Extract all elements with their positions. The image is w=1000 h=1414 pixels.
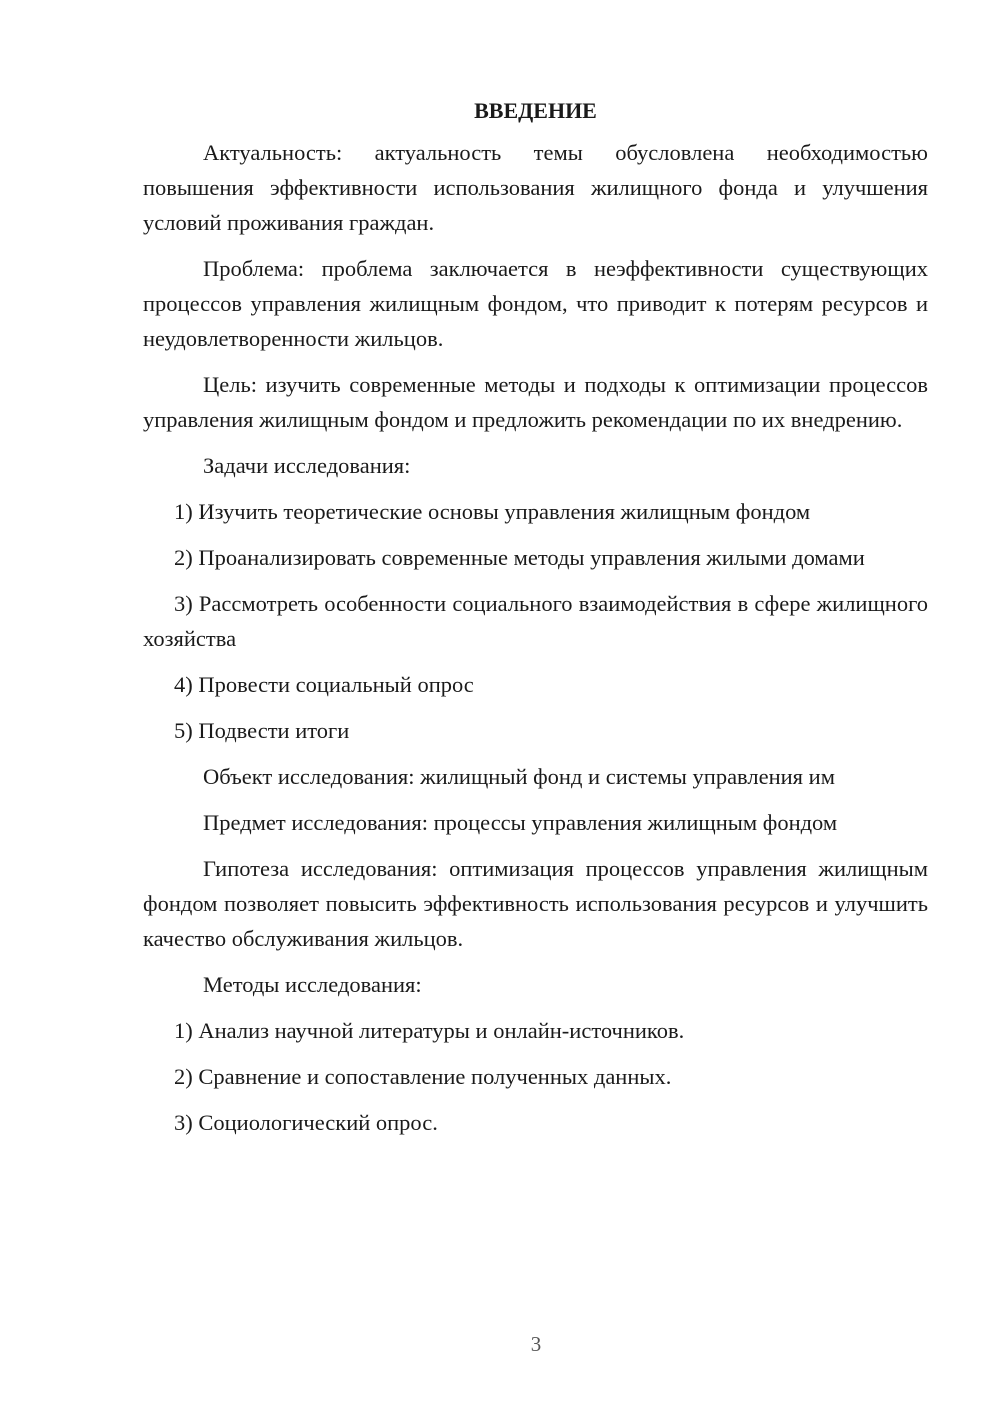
paragraph-tasks-heading: Задачи исследования: (203, 453, 411, 478)
list-item-method-3: 3) Социологический опрос. (174, 1110, 438, 1135)
list-item-task-5: 5) Подвести итоги (174, 718, 350, 743)
list-item-method-2: 2) Сравнение и сопоставление полученных данных. (174, 1064, 672, 1089)
page-number: 3 (530, 1332, 542, 1356)
paragraph-object: Объект исследования: жилищный фонд и системы управления им (203, 764, 835, 789)
list-item-task-4: 4) Провести социальный опрос (174, 672, 474, 697)
page-title: ВВЕДЕНИЕ (474, 98, 597, 123)
list-item-task-3: 3) Рассмотреть особенности социального взаимодействия в сфере жилищного хозяйства (143, 591, 928, 651)
paragraph-methods-heading: Методы исследования: (203, 972, 422, 997)
paragraph-hypothesis: Гипотеза исследования: оптимизация процессов управления жилищным фондом позволяет повысить эффективность использования ресурсов и улучшить качество обслуживания жильцов. (143, 856, 928, 951)
paragraph-relevance: Актуальность: актуальность темы обусловлена необходимостью повышения эффективности использования жилищного фонда и улучшения условий проживания граждан. (143, 140, 928, 235)
list-item-task-2: 2) Проанализировать современные методы управления жилыми домами (174, 545, 865, 570)
page-content (143, 96, 928, 1151)
list-item-task-1: 1) Изучить теоретические основы управления жилищным фондом (174, 499, 811, 524)
paragraph-subject: Предмет исследования: процессы управления жилищным фондом (203, 810, 838, 835)
paragraph-problem: Проблема: проблема заключается в неэффективности существующих процессов управления жилищным фондом, что приводит к потерям ресурсов и неудовлетворенности жильцов. (143, 256, 928, 351)
list-item-method-1: 1) Анализ научной литературы и онлайн-источников. (174, 1018, 685, 1043)
paragraph-goal: Цель: изучить современные методы и подходы к оптимизации процессов управления жилищным фондом и предложить рекомендации по их внедрению. (143, 372, 928, 432)
